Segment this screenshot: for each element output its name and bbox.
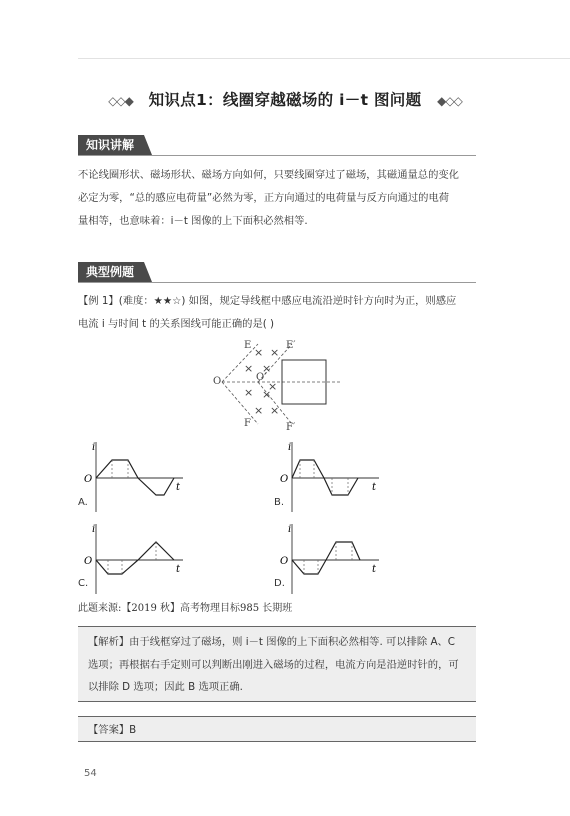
axis-i: i [92,442,96,453]
option-graph-a [78,440,188,519]
axis-t: t [176,482,181,493]
label-O: O [213,376,222,387]
option-letter: C. [78,578,89,589]
field-x: × [270,404,280,417]
field-x: × [244,362,254,375]
field-x: × [270,346,280,359]
field-x: × [254,346,264,359]
explain-line: 必定为零，“总的感应电荷量”必然为零，正方向通过的电荷量与反方向通过的电荷 [78,192,450,204]
option-graph-b [274,440,384,519]
option-letter: A. [78,497,88,508]
option-letter: D. [274,578,285,589]
section-header-explain [78,135,476,156]
page-title [0,88,570,110]
title-deco-right: ◆◇◇ [437,94,462,108]
origin-label: O [280,474,289,485]
section-label: 知识讲解 [78,135,144,155]
option-graph-d [274,522,384,601]
answer-text: 【答案】B [88,724,137,736]
example-line: 电流 i 与时间 t 的关系图线可能正确的是( ) [78,317,275,330]
top-rule [78,58,570,59]
explain-line: 量相等，也意味着：i－t 图像的上下面积必然相等. [78,215,308,227]
field-diagram [210,336,350,436]
origin-label: O [84,556,93,567]
example-question [78,290,476,335]
field-x: × [268,380,278,393]
label-E-prime: E′ [286,340,296,351]
origin-label: O [280,556,289,567]
page-number: 54 [84,768,97,779]
analysis-box [78,626,476,702]
example-line: 【例 1】(难度：★★☆) 如图，规定导线框中感应电流沿逆时针方向时为正，则感应 [78,295,457,307]
explain-line: 不论线圈形状、磁场形状、磁场方向如何，只要线圈穿过了磁场，其磁通量总的变化 [78,169,459,181]
question-source: 此题来源:【2019 秋】高考物理目标985 长期班 [78,603,293,614]
label-O-prime: O′ [256,372,267,383]
option-graph-c [78,522,188,601]
field-x: × [254,404,264,417]
section-label: 典型例题 [78,262,144,282]
axis-i: i [288,524,292,535]
analysis-line: 选项；再根据右手定则可以判断出刚进入磁场的过程，电流方向是沿逆时针的，可 [88,658,459,671]
axis-i: i [92,524,96,535]
answer-box [78,716,476,742]
field-x: × [262,362,272,375]
label-F: F [244,418,251,429]
axis-t: t [372,482,377,493]
title-text: 知识点1：线圈穿越磁场的 i－t 图问题 [148,91,422,109]
section-header-examples [78,262,476,283]
label-E: E [244,340,252,351]
field-x: × [244,386,254,399]
analysis-line: 【解析】由于线框穿过了磁场，则 i－t 图像的上下面积必然相等. 可以排除 A、C [88,636,455,648]
option-letter: B. [274,497,285,508]
origin-label: O [84,474,93,485]
field-x: × [262,388,272,401]
axis-t: t [176,564,181,575]
label-F-prime: F′ [286,422,296,432]
axis-t: t [372,564,377,575]
axis-i: i [288,442,292,453]
explain-paragraph [78,164,476,233]
title-deco-left: ◇◇◆ [108,94,133,108]
analysis-line: 以排除 D 选项；因此 B 选项正确. [88,681,243,693]
